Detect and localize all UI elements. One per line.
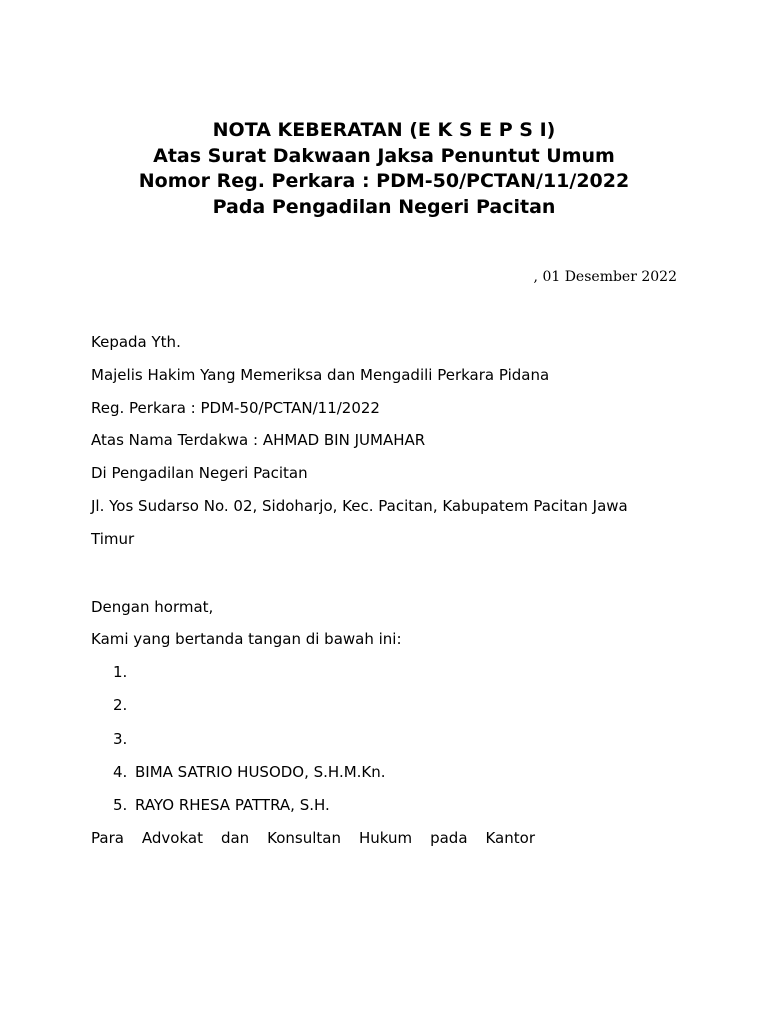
list-number: 2. [113,696,128,715]
list-item [91,689,677,722]
closing-paragraph [91,822,535,855]
addressee-greeting: Kepada Yth. [91,333,181,351]
subtitle-line: Atas Surat Dakwaan Jaksa Penuntut Umum [153,144,615,167]
list-item [91,756,677,789]
list-number: 4. [113,762,128,781]
closing-word: Konsultan [267,829,341,848]
list-number: 5. [113,795,128,814]
signatory-name: BIMA SATRIO HUSODO, S.H.M.Kn. [135,762,386,781]
closing-word: Kantor [485,829,535,848]
addressee-line: Majelis Hakim Yang Memeriksa dan Mengadili Perkara Pidana [91,365,550,384]
signatory-name: RAYO RHESA PATTRA, S.H. [135,795,330,814]
letter-date: , 01 Desember 2022 [533,269,677,285]
document-title [0,118,768,220]
list-item [91,723,677,756]
case-number-line: Nomor Reg. Perkara : PDM-50/PCTAN/11/2022 [138,170,630,192]
court-line: Pada Pengadilan Negeri Pacitan [212,195,556,218]
addressee-address: Jl. Yos Sudarso No. 02, Sidoharjo, Kec. Pacitan, Kabupatem Pacitan Jawa [91,496,628,515]
closing-word: pada [430,829,468,848]
title-line: NOTA KEBERATAN (E K S E P S I) [212,119,556,141]
list-number: 3. [113,729,128,748]
list-item [91,789,677,822]
signatory-list [91,656,677,822]
list-number: 1. [113,663,128,682]
closing-word: Advokat [141,829,203,848]
addressee-line: Reg. Perkara : PDM-50/PCTAN/11/2022 [91,398,380,417]
addressee-line: Atas Nama Terdakwa : AHMAD BIN JUMAHAR [91,431,426,450]
closing-word: Para [91,829,124,848]
salutation: Dengan hormat, [91,597,214,616]
addressee-address: Timur [91,529,135,548]
closing-word: Hukum [358,829,413,848]
intro-text: Kami yang bertanda tangan di bawah ini: [91,630,402,649]
letter-body [91,326,677,855]
closing-word: dan [220,829,250,848]
list-item [91,656,677,689]
addressee-line: Di Pengadilan Negeri Pacitan [91,464,308,483]
